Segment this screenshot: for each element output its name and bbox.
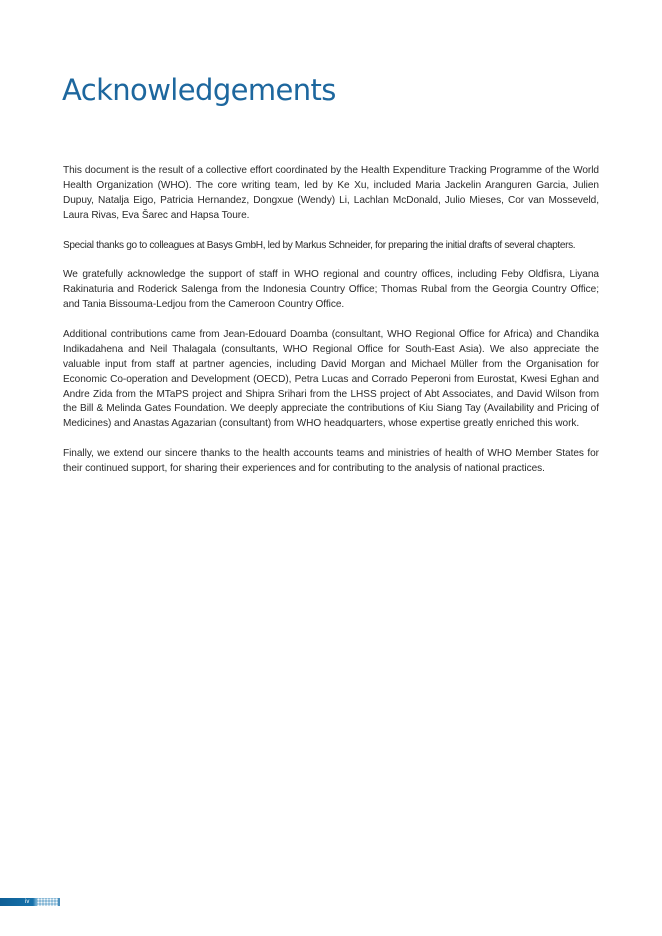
page-title: Acknowledgements (62, 73, 336, 107)
paragraph-special-thanks: Special thanks go to colleagues at Basys GmbH, led by Markus Schneider, for preparing the initial drafts of several chapters. (63, 239, 576, 251)
paragraph-core-team: This document is the result of a collective effort coordinated by the Health Expenditure Tracking Programme of the World Health Organization (WHO). The core writing team, led by Ke Xu, included Maria Jackelin Aranguren Garcia, Julien Dupuy, Natalja Eigo, Patricia Hernandez, Dongxue (Wendy) Li, Lachlan McDonald, Julio Mieses, Cor van Mosseveld, Laura Rivas, Eva Šarec and Hapsa Toure. (63, 165, 599, 221)
paragraph-final-thanks: Finally, we extend our sincere thanks to the health accounts teams and ministries of health of WHO Member States for their continued support, for sharing their experiences and for contributing to the analysis of national practices. (63, 448, 599, 475)
footer-bar (0, 898, 60, 906)
footer-edge-decoration (58, 898, 60, 906)
paragraph-regional-offices: We gratefully acknowledge the support of staff in WHO regional and country offices, including Feby Oldfisra, Liyana Rakinaturia and Roderick Salenga from the Indonesia Country Office; Thomas Rubal from the Georgia Country Office; and Tania Bissouma-Ledjou from the Cameroon Country Office. (63, 269, 599, 311)
acknowledgements-body (63, 164, 599, 492)
footer-pattern-decoration (37, 898, 58, 906)
paragraph-additional-contributions: Additional contributions came from Jean-Edouard Doamba (consultant, WHO Regional Office for Africa) and Chandika Indikadahena and Neil Thalagala (consultants, WHO Regional Office for South-East Asia). We also appreciate the valuable input from staff at partner agencies, including David Morgan and Michael Müller from the Organisation for Economic Co-operation and Development (OECD), Petra Lucas and Corrado Peperoni from Eurostat, Kwesi Eghan and Andre Zida from the MTaPS project and Shipra Srihari from the LHSS project of Abt Associates, and David Wilson from the Bill & Melinda Gates Foundation. We deeply appreciate the contributions of Kiu Siang Tay (Availability and Pricing of Medicines) and Anastas Agazarian (consultant) from WHO headquarters, whose expertise greatly enriched this work. (63, 328, 599, 430)
page-number: iv (25, 899, 30, 905)
